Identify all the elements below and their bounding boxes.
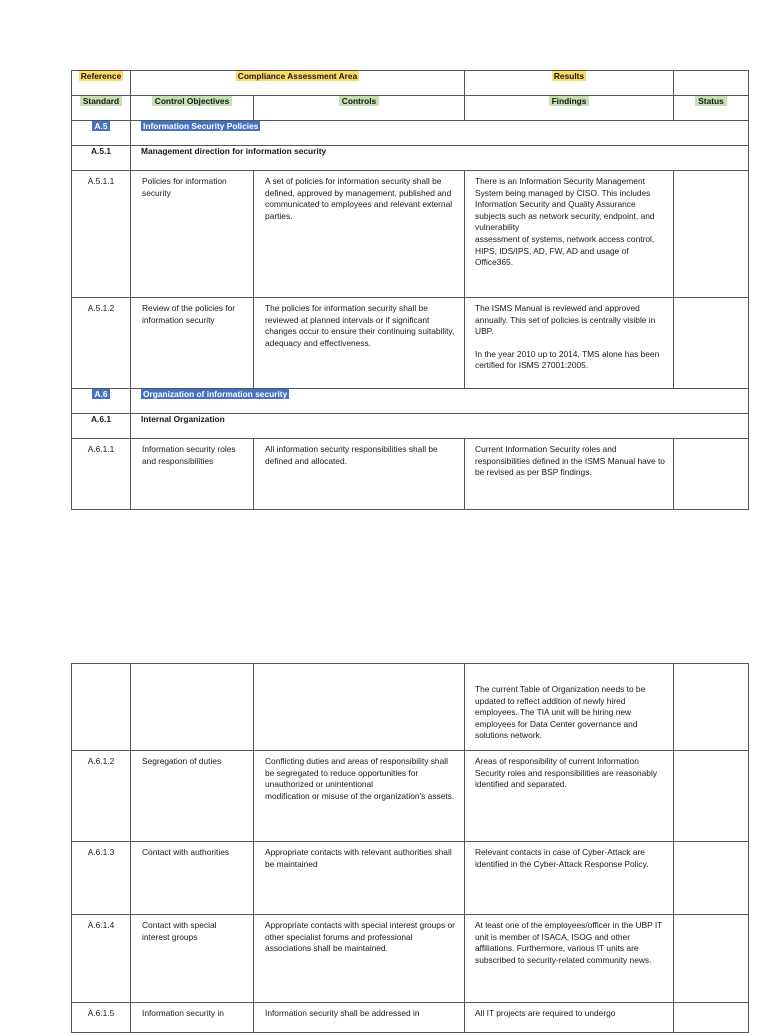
control-text: A set of policies for information security shall be defined, approved by management, published and communicated to employees and relevant external parties. xyxy=(254,171,465,298)
control-cell-empty xyxy=(254,664,465,751)
control-objective: Segregation of duties xyxy=(131,751,254,842)
header-cell-control-objectives xyxy=(131,96,254,121)
compliance-table-1 xyxy=(71,70,749,510)
compliance-table-2 xyxy=(71,663,749,1033)
control-ref: A.6.1.2 xyxy=(72,751,131,842)
status-cell xyxy=(674,171,749,298)
results-header: Results xyxy=(553,71,585,81)
header-cell-status xyxy=(674,96,749,121)
section-ref-cell xyxy=(72,389,131,414)
control-text: modification or misuse of the organization's assets. xyxy=(265,790,455,801)
section-ref: A.6 xyxy=(94,389,108,399)
findings-text: In the year 2010 up to 2014, TMS alone has been certified for ISMS 27001:2005. xyxy=(475,348,660,371)
status-cell xyxy=(674,1003,749,1033)
control-ref: A.6.1.5 xyxy=(72,1003,131,1033)
findings-text: At least one of the employees/officer in the UBP IT unit is member of ISACA, ISOG and other affiliations. Furthermore, various IT units are subscribed to security-related community news. xyxy=(465,915,674,1003)
control-objective: Review of the policies for information security xyxy=(131,298,254,389)
status-cell xyxy=(674,915,749,1003)
control-ref: A.5.1.1 xyxy=(72,171,131,298)
control-text: All information security responsibilities shall be defined and allocated. xyxy=(254,439,465,510)
section-title-cell xyxy=(131,389,749,414)
subsection-ref: A.6.1 xyxy=(72,414,131,439)
header-row-1 xyxy=(72,71,749,96)
section-row-a6 xyxy=(72,389,749,414)
control-objective: Policies for information security xyxy=(131,171,254,298)
header-row-2 xyxy=(72,96,749,121)
status-cell xyxy=(674,751,749,842)
ref-cell-empty xyxy=(72,664,131,751)
section-title-cell xyxy=(131,121,749,146)
header-cell-standard xyxy=(72,96,131,121)
header-cell-blank xyxy=(674,71,749,96)
objective-cell-empty xyxy=(131,664,254,751)
header-cell-findings xyxy=(465,96,674,121)
findings-text: There is an Information Security Management System being managed by CISO. This includes Information Security and Quality Assurance subjects such as network security, endpoint, and vulnerability xyxy=(475,176,655,233)
table-row-a512 xyxy=(72,298,749,389)
findings-text: Areas of responsibility of current Information Security roles and responsibilities are reasonably identified and separated. xyxy=(465,751,674,842)
control-objective: Contact with authorities xyxy=(131,842,254,915)
subsection-title: Internal Organization xyxy=(131,414,749,439)
status-cell xyxy=(674,298,749,389)
table-row-continued xyxy=(72,664,749,751)
findings-cell xyxy=(465,298,674,389)
control-text: Conflicting duties and areas of responsibility shall be segregated to reduce opportunities for unauthorized or unintentional xyxy=(265,756,448,790)
control-ref: A.6.1.3 xyxy=(72,842,131,915)
standard-header: Standard xyxy=(80,96,122,106)
subsection-row-a51 xyxy=(72,146,749,171)
control-text-cell xyxy=(254,751,465,842)
controls-header: Controls xyxy=(339,96,379,106)
control-text: The policies for information security shall be reviewed at planned intervals or if significant changes occur to ensure their continuing suitability, adequacy and effectiveness. xyxy=(254,298,465,389)
subsection-ref: A.5.1 xyxy=(72,146,131,171)
control-objective: Contact with special interest groups xyxy=(131,915,254,1003)
control-text: Appropriate contacts with relevant authorities shall be maintained xyxy=(254,842,465,915)
header-cell-controls xyxy=(254,96,465,121)
control-ref: A.6.1.1 xyxy=(72,439,131,510)
findings-text: Current Information Security roles and responsibilities defined in the ISMS Manual have to be revised as per BSP findings. xyxy=(465,439,674,510)
status-cell xyxy=(674,439,749,510)
table-row-a612 xyxy=(72,751,749,842)
reference-header: Reference xyxy=(80,71,122,81)
findings-text: assessment of systems, network access control, HIPS, IDS/IPS, AD, FW, AD and usage of Office365. xyxy=(475,233,655,268)
control-ref: A.5.1.2 xyxy=(72,298,131,389)
findings-header: Findings xyxy=(549,96,590,106)
header-cell-reference xyxy=(72,71,131,96)
paragraph-gap xyxy=(475,338,667,349)
subsection-row-a61 xyxy=(72,414,749,439)
status-cell-empty xyxy=(674,664,749,751)
control-objective: Information security in xyxy=(131,1003,254,1033)
control-text: Information security shall be addressed in xyxy=(254,1003,465,1033)
header-cell-results xyxy=(465,71,674,96)
status-header: Status xyxy=(695,96,727,106)
table-row-a614 xyxy=(72,915,749,1003)
table-row-a613 xyxy=(72,842,749,915)
control-objectives-header: Control Objectives xyxy=(152,96,232,106)
findings-text: Relevant contacts in case of Cyber-Attack are identified in the Cyber-Attack Response Policy. xyxy=(465,842,674,915)
table-row-a611 xyxy=(72,439,749,510)
section-ref: A.5 xyxy=(94,121,108,131)
section-title: Organization of information security xyxy=(143,389,288,399)
subsection-title: Management direction for information security xyxy=(131,146,749,171)
findings-cell xyxy=(465,171,674,298)
header-cell-compliance-area xyxy=(131,71,465,96)
section-title: Information Security Policies xyxy=(143,121,259,131)
status-cell xyxy=(674,842,749,915)
section-ref-cell xyxy=(72,121,131,146)
section-row-a5 xyxy=(72,121,749,146)
control-ref: A.6.1.4 xyxy=(72,915,131,1003)
table-row-a615 xyxy=(72,1003,749,1033)
findings-text: The ISMS Manual is reviewed and approved annually. This set of policies is centrally visible in UBP. xyxy=(475,303,656,337)
table-row-a511 xyxy=(72,171,749,298)
compliance-area-header: Compliance Assessment Area xyxy=(237,71,358,81)
findings-text: The current Table of Organization needs to be updated to reflect addition of newly hired employees. The TIA unit will be hiring new employees for Data Center governance and solutions network. xyxy=(465,664,674,751)
control-text: Appropriate contacts with special interest groups or other specialist forums and professional associations shall be maintained. xyxy=(254,915,465,1003)
findings-text: All IT projects are required to undergo xyxy=(465,1003,674,1033)
control-objective: Information security roles and responsibilities xyxy=(131,439,254,510)
